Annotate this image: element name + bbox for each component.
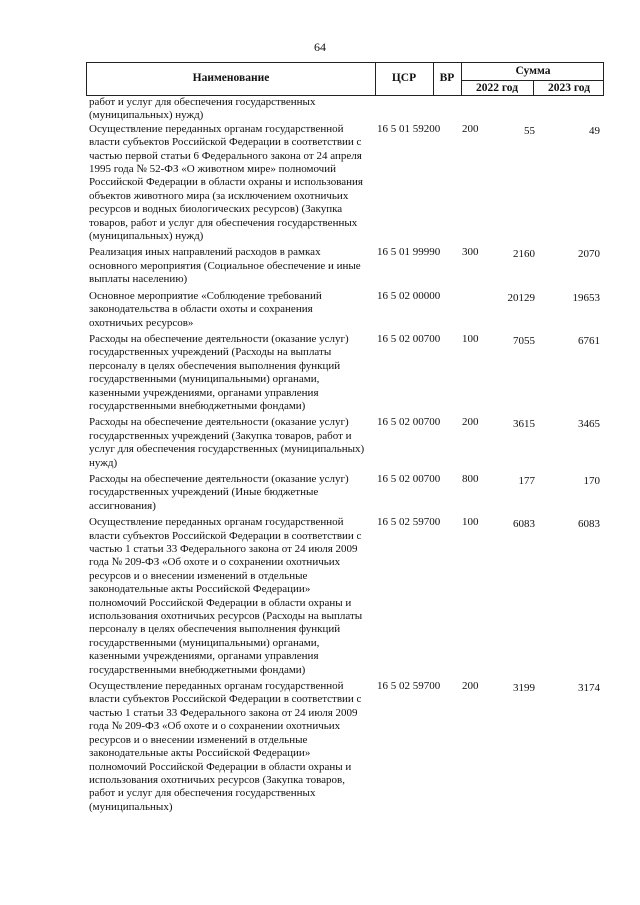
budget-table: [89, 96, 604, 814]
table-row: [89, 516, 604, 677]
row-sum-2022: 177: [518, 474, 535, 487]
row-csr: 16 5 02 00700: [377, 332, 441, 345]
row-name: Осуществление переданных органам государственной власти субъектов Российской Федерации в соответствии с частью 1 статьи 33 Федерального закона от 24 июля 2009 года № 209-ФЗ «Об охоте и о сохранении охотничьих ресурсов и о внесении изменений в отдельные законодательные акты Российской Федерации» полномочий Российской Федерации в области охраны и использования охотничьих ресурсов (Закупка товаров, работ и услуг для обеспечения государственных (муниципальных): [89, 680, 362, 813]
row-sum-2022: 2160: [513, 248, 535, 261]
table-row: [89, 333, 604, 413]
header-vr: ВР: [439, 72, 455, 84]
header-name: Наименование: [192, 72, 270, 84]
table-row: [89, 473, 604, 513]
page-number: 64: [314, 40, 326, 54]
row-sum-2022: 7055: [513, 334, 535, 347]
row-name: Осуществление переданных органам государственной власти субъектов Российской Федерации в соответствии с частью первой статьи 6 Федерального закона от 24 апреля 1995 года № 52-ФЗ «О животном мире» полномочий Российской Федерации в области охраны и использования объектов животного мира (за исключением охотничьих ресурсов и водных биологических ресурсов) (Закупка товаров, работ и услуг для обеспечения государственных (муниципальных) нужд): [89, 122, 363, 243]
row-name: Расходы на обеспечение деятельности (оказание услуг) государственных учреждений (Закупка товаров, работ и услуг для обеспечения государственных (муниципальных) нужд): [89, 416, 365, 469]
header-csr: ЦСР: [391, 72, 417, 84]
row-csr: 16 5 02 59700: [377, 516, 441, 529]
header-divider: [461, 80, 603, 81]
row-sum-2023: 3465: [578, 418, 600, 431]
table-header: [86, 62, 604, 96]
header-2023: 2023 год: [547, 82, 591, 94]
row-csr: 16 5 02 00700: [377, 472, 441, 485]
row-sum-2023: 170: [583, 474, 600, 487]
table-row: [89, 123, 604, 244]
row-vr: 800: [462, 472, 479, 485]
row-csr: 16 5 01 59200: [377, 122, 441, 135]
row-sum-2022: 55: [524, 124, 535, 137]
table-row: [89, 246, 604, 286]
table-row: [89, 96, 604, 123]
row-sum-2023: 3174: [578, 682, 600, 695]
row-sum-2023: 49: [589, 124, 600, 137]
row-sum-2022: 6083: [513, 518, 535, 531]
row-name: Расходы на обеспечение деятельности (оказание услуг) государственных учреждений (Расходы на выплаты персоналу в целях обеспечения выполнения функций государственными (муниципальными) органами, казенными учреждениями, органами управления государственными внебюджетными фондами): [89, 332, 349, 412]
row-name: Реализация иных направлений расходов в рамках основного мероприятия (Социальное обеспечение и иные выплаты населению): [89, 246, 361, 286]
row-sum-2023: 19653: [572, 291, 600, 304]
row-sum-2023: 6083: [578, 518, 600, 531]
row-sum-2023: 6761: [578, 334, 600, 347]
table-row: [89, 680, 604, 814]
row-vr: 200: [462, 680, 479, 693]
row-name: Основное мероприятие «Соблюдение требований законодательства в области охоты и сохранения охотничьих ресурсов»: [89, 289, 322, 329]
table-row: [89, 290, 604, 330]
row-name: Осуществление переданных органам государственной власти субъектов Российской Федерации в соответствии с частью 1 статьи 33 Федерального закона от 24 июля 2009 года № 209-ФЗ «Об охоте и о сохранении охотничьих ресурсов и о внесении изменений в отдельные законодательные акты Российской Федерации» полномочий Российской Федерации в области охраны и использования охотничьих ресурсов (Расходы на выплаты персоналу в целях обеспечения выполнения функций государственными (муниципальными) органами, казенными учреждениями, органами управления государственными внебюджетными фондами): [89, 516, 363, 676]
header-2022: 2022 год: [475, 82, 519, 94]
row-name: Расходы на обеспечение деятельности (оказание услуг) государственных учреждений (Иные бюджетные ассигнования): [89, 472, 349, 512]
row-name: работ и услуг для обеспечения государственных (муниципальных) нужд): [89, 96, 316, 122]
header-sum: Сумма: [515, 65, 551, 77]
row-vr: 200: [462, 416, 479, 429]
row-sum-2023: 2070: [578, 248, 600, 261]
row-sum-2022: 20129: [507, 291, 535, 304]
row-csr: 16 5 01 99990: [377, 246, 441, 259]
row-sum-2022: 3199: [513, 682, 535, 695]
row-vr: 300: [462, 246, 479, 259]
row-sum-2022: 3615: [513, 418, 535, 431]
table-row: [89, 416, 604, 470]
row-vr: 100: [462, 516, 479, 529]
row-vr: 200: [462, 122, 479, 135]
row-csr: 16 5 02 59700: [377, 680, 441, 693]
row-csr: 16 5 02 00000: [377, 289, 441, 302]
row-vr: 100: [462, 332, 479, 345]
row-csr: 16 5 02 00700: [377, 416, 441, 429]
